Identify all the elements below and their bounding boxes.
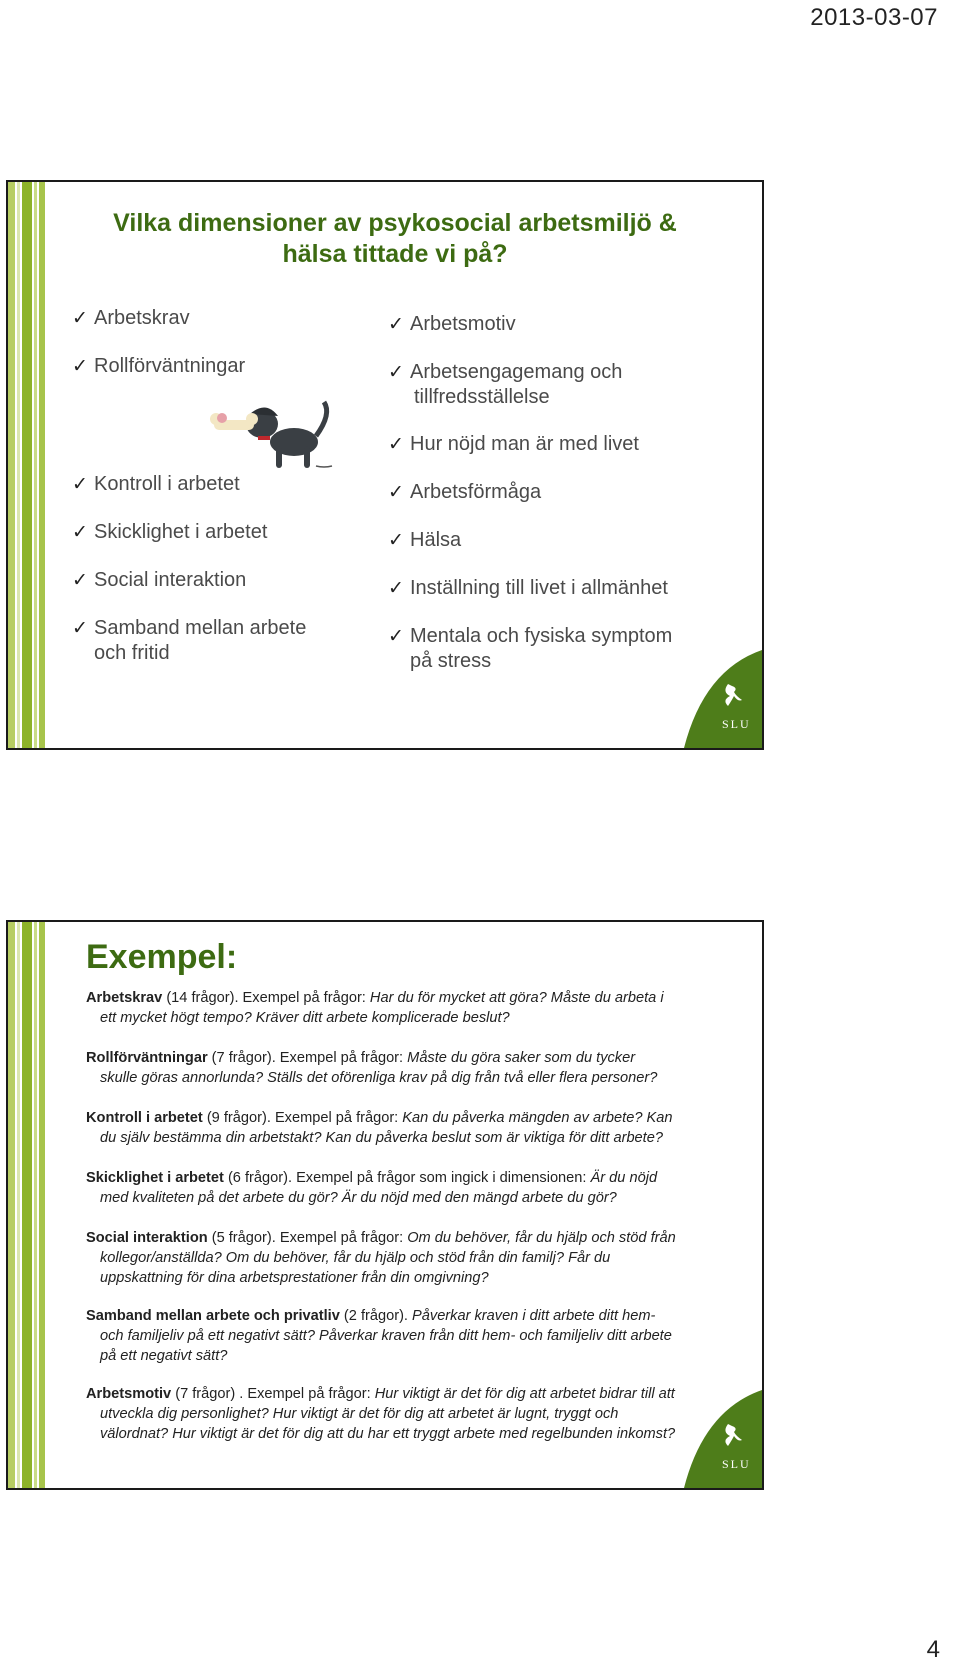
slu-logo-text: SLU bbox=[722, 1457, 751, 1471]
checkmark-icon: ✓ bbox=[72, 618, 88, 639]
page-date: 2013-03-07 bbox=[810, 4, 938, 31]
checkmark-icon: ✓ bbox=[388, 482, 404, 503]
example-rollforvantningar: Rollförväntningar (7 frågor). Exempel på frågor: Måste du göra saker som du tycker skulle göras annorlunda? Ställs det oförenliga krav på dig från två eller flera personer? bbox=[86, 1050, 658, 1086]
list-item: ✓ Inställning till livet i allmänhet bbox=[388, 577, 668, 599]
checkmark-icon: ✓ bbox=[388, 530, 404, 551]
checkmark-icon: ✓ bbox=[72, 522, 88, 543]
checkmark-icon: ✓ bbox=[388, 578, 404, 599]
list-item: ✓ Rollförväntningar bbox=[72, 355, 246, 377]
slide-title: Vilka dimensioner av psykosocial arbetsmiljö & hälsa tittade vi på? bbox=[113, 209, 677, 268]
list-item: ✓ Social interaktion bbox=[72, 569, 247, 591]
checkmark-icon: ✓ bbox=[388, 626, 404, 647]
example-kontroll: Kontroll i arbetet (9 frågor). Exempel på frågor: Kan du påverka mängden av arbete? Kan du själv bestämma din arbetstakt? Kan du påverka beslut som är viktiga för ditt arbete? bbox=[86, 1110, 673, 1146]
example-samband: Samband mellan arbete och privatliv (2 frågor). Påverkar kraven i ditt arbete ditt hem- och familjeliv på ett negativt sätt? Påverkar kraven från ditt hem- och familjeliv ditt arbete på ett negativt sätt? bbox=[86, 1308, 672, 1364]
slide-examples bbox=[6, 920, 764, 1490]
example-arbetsmotiv: Arbetsmotiv (7 frågor) . Exempel på frågor: Hur viktigt är det för dig att arbetet bidrar till att utveckla dig personlighet? Hur viktigt är det för dig att arbetet är lugnt, tryggt och välordnat? Hur viktigt är det för dig att du har ett tryggt arbete med regelbunden inkomst? bbox=[86, 1386, 676, 1442]
list-item: ✓ Kontroll i arbetet bbox=[72, 473, 240, 495]
checkmark-icon: ✓ bbox=[72, 308, 88, 329]
list-item: ✓ Skicklighet i arbetet bbox=[72, 521, 268, 543]
example-social: Social interaktion (5 frågor). Exempel på frågor: Om du behöver, får du hjälp och stöd från kollegor/anställda? Om du behöver, får du hjälp och stöd från din familj? Får du uppskattning för dina arbetsprestationer från din omgivning? bbox=[86, 1230, 676, 1286]
list-item: ✓ Mentala och fysiska symptom på stress bbox=[388, 625, 673, 672]
checkmark-icon: ✓ bbox=[388, 314, 404, 335]
checkmark-icon: ✓ bbox=[72, 356, 88, 377]
list-item: ✓ Arbetsförmåga bbox=[388, 481, 542, 503]
list-item: ✓ Samband mellan arbete och fritid bbox=[72, 617, 307, 664]
slu-logo-text: SLU bbox=[722, 717, 751, 731]
slu-logo bbox=[684, 1390, 762, 1488]
slide-title: Exempel: bbox=[86, 938, 238, 976]
list-item: ✓ Arbetsengagemang och tillfredsställelse bbox=[388, 361, 623, 408]
list-item: ✓ Arbetsmotiv bbox=[388, 313, 516, 335]
page-number: 4 bbox=[926, 1636, 940, 1663]
example-arbetskrav: Arbetskrav (14 frågor). Exempel på frågor: Har du för mycket att göra? Måste du arbeta i ett mycket högt tempo? Kräver ditt arbete komplicerade beslut? bbox=[86, 990, 664, 1026]
list-item: ✓ Arbetskrav bbox=[72, 307, 190, 329]
list-item: ✓ Hur nöjd man är med livet bbox=[388, 433, 639, 455]
example-skicklighet: Skicklighet i arbetet (6 frågor). Exempel på frågor som ingick i dimensionen: Är du nöjd med kvaliteten på det arbete du gör? Är du nöjd med den mängd arbete du gör? bbox=[86, 1170, 658, 1206]
dog-illustration bbox=[206, 394, 336, 472]
list-item: ✓ Hälsa bbox=[388, 529, 462, 551]
checkmark-icon: ✓ bbox=[72, 474, 88, 495]
checkmark-icon: ✓ bbox=[388, 362, 404, 383]
slide-dimensions bbox=[6, 180, 764, 750]
slu-logo bbox=[684, 650, 762, 748]
checkmark-icon: ✓ bbox=[72, 570, 88, 591]
checkmark-icon: ✓ bbox=[388, 434, 404, 455]
